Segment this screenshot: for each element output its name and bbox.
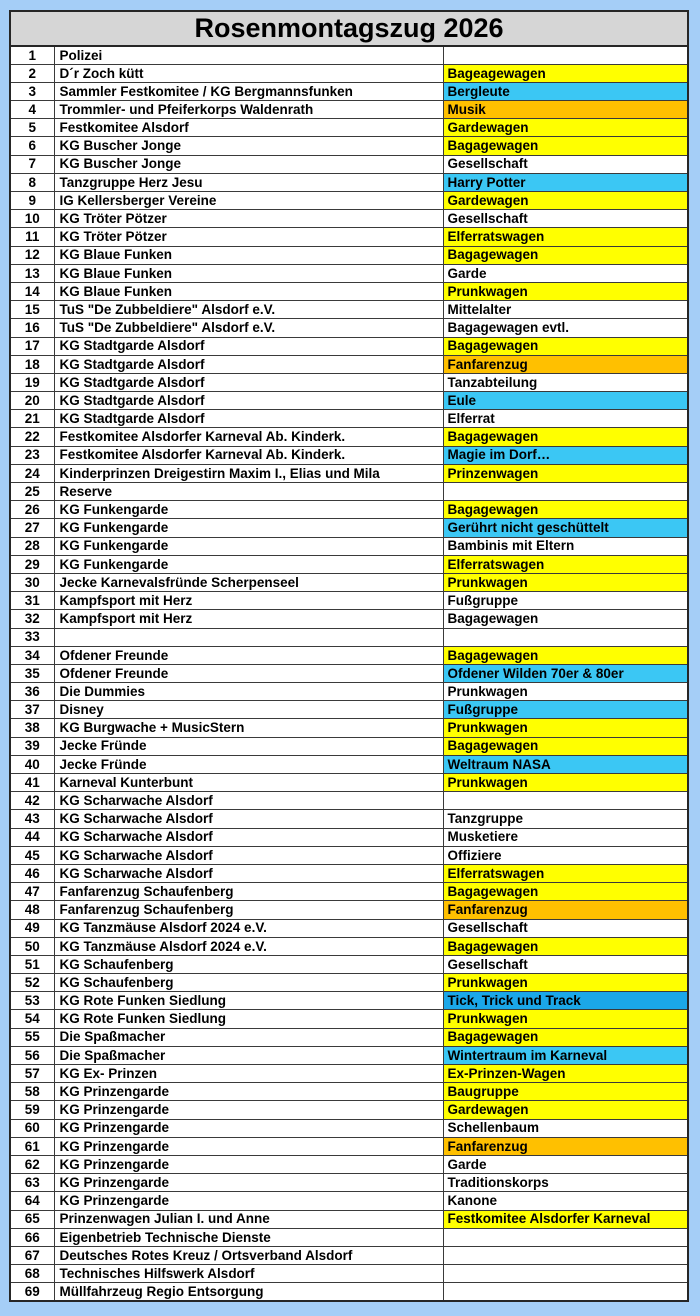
- row-number-cell: 51: [10, 955, 54, 973]
- row-number-cell: 35: [10, 664, 54, 682]
- unit-label-cell: Garde: [443, 1155, 688, 1173]
- parade-lineup-table-container: [9, 10, 687, 1302]
- parade-lineup-table: [9, 10, 689, 1302]
- unit-label-cell: [443, 1265, 688, 1283]
- participant-name-cell: Fanfarenzug Schaufenberg: [54, 901, 443, 919]
- participant-name-cell: Sammler Festkomitee / KG Bergmannsfunken: [54, 82, 443, 100]
- unit-label-cell: Bagagewagen: [443, 337, 688, 355]
- participant-name-cell: Polizei: [54, 46, 443, 64]
- participant-name-cell: KG Stadtgarde Alsdorf: [54, 410, 443, 428]
- table-row: [10, 428, 688, 446]
- table-row: [10, 337, 688, 355]
- table-row: [10, 210, 688, 228]
- row-number-cell: 11: [10, 228, 54, 246]
- table-row: [10, 446, 688, 464]
- table-row: [10, 683, 688, 701]
- unit-label-cell: Offiziere: [443, 846, 688, 864]
- unit-label-cell: Bageagewagen: [443, 64, 688, 82]
- participant-name-cell: TuS "De Zubbeldiere" Alsdorf e.V.: [54, 301, 443, 319]
- table-row: [10, 410, 688, 428]
- row-number-cell: 44: [10, 828, 54, 846]
- row-number-cell: 2: [10, 64, 54, 82]
- row-number-cell: 59: [10, 1101, 54, 1119]
- row-number-cell: 63: [10, 1174, 54, 1192]
- participant-name-cell: KG Rote Funken Siedlung: [54, 992, 443, 1010]
- participant-name-cell: KG Schaufenberg: [54, 955, 443, 973]
- participant-name-cell: Karneval Kunterbunt: [54, 774, 443, 792]
- participant-name-cell: Fanfarenzug Schaufenberg: [54, 883, 443, 901]
- table-row: [10, 464, 688, 482]
- participant-name-cell: Festkomitee Alsdorfer Karneval Ab. Kinderk.: [54, 446, 443, 464]
- participant-name-cell: KG Blaue Funken: [54, 264, 443, 282]
- table-row: [10, 1210, 688, 1228]
- table-row: [10, 701, 688, 719]
- unit-label-cell: Elferrat: [443, 410, 688, 428]
- table-row: [10, 1246, 688, 1264]
- table-row: [10, 1119, 688, 1137]
- title-row: [10, 11, 688, 46]
- participant-name-cell: KG Burgwache + MusicStern: [54, 719, 443, 737]
- row-number-cell: 34: [10, 646, 54, 664]
- row-number-cell: 42: [10, 792, 54, 810]
- unit-label-cell: Prunkwagen: [443, 974, 688, 992]
- unit-label-cell: Fanfarenzug: [443, 901, 688, 919]
- table-row: [10, 901, 688, 919]
- table-row: [10, 483, 688, 501]
- table-row: [10, 537, 688, 555]
- participant-name-cell: KG Buscher Jonge: [54, 137, 443, 155]
- table-row: [10, 555, 688, 573]
- table-row: [10, 792, 688, 810]
- participant-name-cell: KG Blaue Funken: [54, 282, 443, 300]
- unit-label-cell: Baugruppe: [443, 1083, 688, 1101]
- unit-label-cell: Fußgruppe: [443, 701, 688, 719]
- row-number-cell: 19: [10, 373, 54, 391]
- row-number-cell: 28: [10, 537, 54, 555]
- row-number-cell: 46: [10, 864, 54, 882]
- unit-label-cell: Prunkwagen: [443, 573, 688, 591]
- unit-label-cell: Musik: [443, 101, 688, 119]
- row-number-cell: 37: [10, 701, 54, 719]
- participant-name-cell: KG Tanzmäuse Alsdorf 2024 e.V.: [54, 919, 443, 937]
- row-number-cell: 64: [10, 1192, 54, 1210]
- unit-label-cell: Weltraum NASA: [443, 755, 688, 773]
- unit-label-cell: Bagagewagen: [443, 137, 688, 155]
- table-row: [10, 1283, 688, 1301]
- row-number-cell: 38: [10, 719, 54, 737]
- row-number-cell: 58: [10, 1083, 54, 1101]
- row-number-cell: 52: [10, 974, 54, 992]
- unit-label-cell: Tanzgruppe: [443, 810, 688, 828]
- unit-label-cell: Bambinis mit Eltern: [443, 537, 688, 555]
- table-row: [10, 719, 688, 737]
- row-number-cell: 22: [10, 428, 54, 446]
- row-number-cell: 8: [10, 173, 54, 191]
- participant-name-cell: KG Blaue Funken: [54, 246, 443, 264]
- table-row: [10, 119, 688, 137]
- row-number-cell: 14: [10, 282, 54, 300]
- participant-name-cell: KG Tanzmäuse Alsdorf 2024 e.V.: [54, 937, 443, 955]
- participant-name-cell: KG Prinzengarde: [54, 1119, 443, 1137]
- participant-name-cell: Kampfsport mit Herz: [54, 610, 443, 628]
- row-number-cell: 18: [10, 355, 54, 373]
- unit-label-cell: Bagagewagen: [443, 246, 688, 264]
- table-row: [10, 774, 688, 792]
- table-row: [10, 501, 688, 519]
- row-number-cell: 65: [10, 1210, 54, 1228]
- table-body: [10, 46, 688, 1301]
- participant-name-cell: KG Scharwache Alsdorf: [54, 792, 443, 810]
- unit-label-cell: Gardewagen: [443, 1101, 688, 1119]
- unit-label-cell: Prinzenwagen: [443, 464, 688, 482]
- participant-name-cell: KG Tröter Pötzer: [54, 228, 443, 246]
- row-number-cell: 33: [10, 628, 54, 646]
- table-row: [10, 810, 688, 828]
- row-number-cell: 16: [10, 319, 54, 337]
- row-number-cell: 39: [10, 737, 54, 755]
- participant-name-cell: Festkomitee Alsdorf: [54, 119, 443, 137]
- table-row: [10, 392, 688, 410]
- participant-name-cell: KG Funkengarde: [54, 501, 443, 519]
- row-number-cell: 25: [10, 483, 54, 501]
- table-row: [10, 173, 688, 191]
- unit-label-cell: Garde: [443, 264, 688, 282]
- row-number-cell: 10: [10, 210, 54, 228]
- table-row: [10, 737, 688, 755]
- row-number-cell: 30: [10, 573, 54, 591]
- unit-label-cell: Bagagewagen: [443, 937, 688, 955]
- participant-name-cell: KG Schaufenberg: [54, 974, 443, 992]
- row-number-cell: 40: [10, 755, 54, 773]
- table-row: [10, 610, 688, 628]
- table-row: [10, 992, 688, 1010]
- participant-name-cell: KG Scharwache Alsdorf: [54, 846, 443, 864]
- unit-label-cell: Harry Potter: [443, 173, 688, 191]
- row-number-cell: 15: [10, 301, 54, 319]
- participant-name-cell: KG Scharwache Alsdorf: [54, 828, 443, 846]
- participant-name-cell: KG Prinzengarde: [54, 1155, 443, 1173]
- row-number-cell: 20: [10, 392, 54, 410]
- table-row: [10, 1101, 688, 1119]
- participant-name-cell: KG Prinzengarde: [54, 1083, 443, 1101]
- unit-label-cell: [443, 792, 688, 810]
- participant-name-cell: KG Prinzengarde: [54, 1101, 443, 1119]
- participant-name-cell: Die Dummies: [54, 683, 443, 701]
- unit-label-cell: Gesellschaft: [443, 919, 688, 937]
- table-row: [10, 1137, 688, 1155]
- participant-name-cell: Ofdener Freunde: [54, 664, 443, 682]
- row-number-cell: 43: [10, 810, 54, 828]
- participant-name-cell: Technisches Hilfswerk Alsdorf: [54, 1265, 443, 1283]
- participant-name-cell: Ofdener Freunde: [54, 646, 443, 664]
- table-row: [10, 1028, 688, 1046]
- table-row: [10, 864, 688, 882]
- unit-label-cell: Bagagewagen: [443, 610, 688, 628]
- table-row: [10, 519, 688, 537]
- unit-label-cell: Schellenbaum: [443, 1119, 688, 1137]
- page-title: Rosenmontagszug 2026: [10, 11, 688, 46]
- table-row: [10, 82, 688, 100]
- unit-label-cell: Tanzabteilung: [443, 373, 688, 391]
- unit-label-cell: Elferratswagen: [443, 555, 688, 573]
- unit-label-cell: Bagagewagen: [443, 428, 688, 446]
- unit-label-cell: Kanone: [443, 1192, 688, 1210]
- unit-label-cell: Bagagewagen: [443, 1028, 688, 1046]
- row-number-cell: 61: [10, 1137, 54, 1155]
- participant-name-cell: Jecke Karnevalsfründe Scherpenseel: [54, 573, 443, 591]
- row-number-cell: 5: [10, 119, 54, 137]
- row-number-cell: 50: [10, 937, 54, 955]
- row-number-cell: 69: [10, 1283, 54, 1301]
- unit-label-cell: Fußgruppe: [443, 592, 688, 610]
- row-number-cell: 26: [10, 501, 54, 519]
- unit-label-cell: Gesellschaft: [443, 155, 688, 173]
- participant-name-cell: KG Stadtgarde Alsdorf: [54, 373, 443, 391]
- participant-name-cell: KG Buscher Jonge: [54, 155, 443, 173]
- unit-label-cell: Gardewagen: [443, 119, 688, 137]
- table-row: [10, 64, 688, 82]
- row-number-cell: 1: [10, 46, 54, 64]
- unit-label-cell: Prunkwagen: [443, 282, 688, 300]
- row-number-cell: 48: [10, 901, 54, 919]
- row-number-cell: 47: [10, 883, 54, 901]
- participant-name-cell: KG Funkengarde: [54, 519, 443, 537]
- table-row: [10, 1010, 688, 1028]
- participant-name-cell: KG Tröter Pötzer: [54, 210, 443, 228]
- row-number-cell: 12: [10, 246, 54, 264]
- unit-label-cell: Gardewagen: [443, 192, 688, 210]
- row-number-cell: 31: [10, 592, 54, 610]
- table-row: [10, 664, 688, 682]
- unit-label-cell: Ex-Prinzen-Wagen: [443, 1065, 688, 1083]
- row-number-cell: 36: [10, 683, 54, 701]
- row-number-cell: 23: [10, 446, 54, 464]
- table-row: [10, 628, 688, 646]
- unit-label-cell: Eule: [443, 392, 688, 410]
- unit-label-cell: [443, 1283, 688, 1301]
- unit-label-cell: Bagagewagen: [443, 737, 688, 755]
- row-number-cell: 68: [10, 1265, 54, 1283]
- row-number-cell: 21: [10, 410, 54, 428]
- participant-name-cell: KG Prinzengarde: [54, 1137, 443, 1155]
- unit-label-cell: Festkomitee Alsdorfer Karneval: [443, 1210, 688, 1228]
- participant-name-cell: Kinderprinzen Dreigestirn Maxim I., Elias und Mila: [54, 464, 443, 482]
- participant-name-cell: Jecke Fründe: [54, 755, 443, 773]
- participant-name-cell: Disney: [54, 701, 443, 719]
- unit-label-cell: [443, 1228, 688, 1246]
- unit-label-cell: [443, 46, 688, 64]
- participant-name-cell: D´r Zoch kütt: [54, 64, 443, 82]
- unit-label-cell: Prunkwagen: [443, 1010, 688, 1028]
- participant-name-cell: [54, 628, 443, 646]
- row-number-cell: 45: [10, 846, 54, 864]
- row-number-cell: 24: [10, 464, 54, 482]
- unit-label-cell: Prunkwagen: [443, 774, 688, 792]
- unit-label-cell: Gerührt nicht geschüttelt: [443, 519, 688, 537]
- table-row: [10, 192, 688, 210]
- row-number-cell: 29: [10, 555, 54, 573]
- participant-name-cell: IG Kellersberger Vereine: [54, 192, 443, 210]
- table-row: [10, 937, 688, 955]
- unit-label-cell: [443, 628, 688, 646]
- row-number-cell: 56: [10, 1046, 54, 1064]
- table-row: [10, 264, 688, 282]
- participant-name-cell: Müllfahrzeug Regio Entsorgung: [54, 1283, 443, 1301]
- table-row: [10, 919, 688, 937]
- participant-name-cell: Prinzenwagen Julian I. und Anne: [54, 1210, 443, 1228]
- unit-label-cell: Bergleute: [443, 82, 688, 100]
- participant-name-cell: KG Funkengarde: [54, 555, 443, 573]
- table-row: [10, 955, 688, 973]
- table-row: [10, 373, 688, 391]
- row-number-cell: 3: [10, 82, 54, 100]
- table-row: [10, 573, 688, 591]
- row-number-cell: 7: [10, 155, 54, 173]
- participant-name-cell: Jecke Fründe: [54, 737, 443, 755]
- row-number-cell: 60: [10, 1119, 54, 1137]
- table-row: [10, 828, 688, 846]
- table-row: [10, 1265, 688, 1283]
- table-row: [10, 1065, 688, 1083]
- unit-label-cell: Bagagewagen evtl.: [443, 319, 688, 337]
- table-row: [10, 101, 688, 119]
- table-row: [10, 883, 688, 901]
- table-row: [10, 46, 688, 64]
- unit-label-cell: [443, 483, 688, 501]
- row-number-cell: 55: [10, 1028, 54, 1046]
- row-number-cell: 6: [10, 137, 54, 155]
- table-row: [10, 592, 688, 610]
- unit-label-cell: Bagagewagen: [443, 501, 688, 519]
- unit-label-cell: Mittelalter: [443, 301, 688, 319]
- table-row: [10, 355, 688, 373]
- participant-name-cell: KG Stadtgarde Alsdorf: [54, 392, 443, 410]
- table-row: [10, 282, 688, 300]
- table-row: [10, 155, 688, 173]
- participant-name-cell: KG Rote Funken Siedlung: [54, 1010, 443, 1028]
- row-number-cell: 13: [10, 264, 54, 282]
- row-number-cell: 17: [10, 337, 54, 355]
- unit-label-cell: [443, 1246, 688, 1264]
- unit-label-cell: Tick, Trick und Track: [443, 992, 688, 1010]
- table-row: [10, 1192, 688, 1210]
- participant-name-cell: TuS "De Zubbeldiere" Alsdorf e.V.: [54, 319, 443, 337]
- participant-name-cell: Trommler- und Pfeiferkorps Waldenrath: [54, 101, 443, 119]
- participant-name-cell: Deutsches Rotes Kreuz / Ortsverband Alsdorf: [54, 1246, 443, 1264]
- participant-name-cell: Eigenbetrieb Technische Dienste: [54, 1228, 443, 1246]
- table-row: [10, 646, 688, 664]
- table-row: [10, 137, 688, 155]
- table-row: [10, 1228, 688, 1246]
- participant-name-cell: KG Prinzengarde: [54, 1174, 443, 1192]
- table-row: [10, 246, 688, 264]
- row-number-cell: 53: [10, 992, 54, 1010]
- participant-name-cell: KG Stadtgarde Alsdorf: [54, 337, 443, 355]
- unit-label-cell: Magie im Dorf…: [443, 446, 688, 464]
- unit-label-cell: Musketiere: [443, 828, 688, 846]
- table-row: [10, 1046, 688, 1064]
- table-row: [10, 319, 688, 337]
- table-row: [10, 301, 688, 319]
- participant-name-cell: KG Scharwache Alsdorf: [54, 864, 443, 882]
- participant-name-cell: KG Scharwache Alsdorf: [54, 810, 443, 828]
- participant-name-cell: Die Spaßmacher: [54, 1028, 443, 1046]
- row-number-cell: 57: [10, 1065, 54, 1083]
- participant-name-cell: KG Funkengarde: [54, 537, 443, 555]
- unit-label-cell: Elferratswagen: [443, 228, 688, 246]
- unit-label-cell: Bagagewagen: [443, 883, 688, 901]
- participant-name-cell: Tanzgruppe Herz Jesu: [54, 173, 443, 191]
- participant-name-cell: Reserve: [54, 483, 443, 501]
- table-row: [10, 755, 688, 773]
- unit-label-cell: Bagagewagen: [443, 646, 688, 664]
- participant-name-cell: KG Stadtgarde Alsdorf: [54, 355, 443, 373]
- participant-name-cell: KG Ex- Prinzen: [54, 1065, 443, 1083]
- unit-label-cell: Prunkwagen: [443, 683, 688, 701]
- row-number-cell: 62: [10, 1155, 54, 1173]
- row-number-cell: 66: [10, 1228, 54, 1246]
- participant-name-cell: Festkomitee Alsdorfer Karneval Ab. Kinderk.: [54, 428, 443, 446]
- table-row: [10, 1174, 688, 1192]
- row-number-cell: 4: [10, 101, 54, 119]
- table-row: [10, 1083, 688, 1101]
- participant-name-cell: Kampfsport mit Herz: [54, 592, 443, 610]
- row-number-cell: 49: [10, 919, 54, 937]
- row-number-cell: 32: [10, 610, 54, 628]
- participant-name-cell: Die Spaßmacher: [54, 1046, 443, 1064]
- unit-label-cell: Traditionskorps: [443, 1174, 688, 1192]
- table-row: [10, 974, 688, 992]
- table-row: [10, 846, 688, 864]
- unit-label-cell: Fanfarenzug: [443, 1137, 688, 1155]
- row-number-cell: 9: [10, 192, 54, 210]
- unit-label-cell: Fanfarenzug: [443, 355, 688, 373]
- unit-label-cell: Gesellschaft: [443, 955, 688, 973]
- row-number-cell: 67: [10, 1246, 54, 1264]
- table-row: [10, 1155, 688, 1173]
- row-number-cell: 41: [10, 774, 54, 792]
- participant-name-cell: KG Prinzengarde: [54, 1192, 443, 1210]
- unit-label-cell: Elferratswagen: [443, 864, 688, 882]
- unit-label-cell: Prunkwagen: [443, 719, 688, 737]
- row-number-cell: 27: [10, 519, 54, 537]
- unit-label-cell: Ofdener Wilden 70er & 80er: [443, 664, 688, 682]
- unit-label-cell: Gesellschaft: [443, 210, 688, 228]
- row-number-cell: 54: [10, 1010, 54, 1028]
- unit-label-cell: Wintertraum im Karneval: [443, 1046, 688, 1064]
- table-row: [10, 228, 688, 246]
